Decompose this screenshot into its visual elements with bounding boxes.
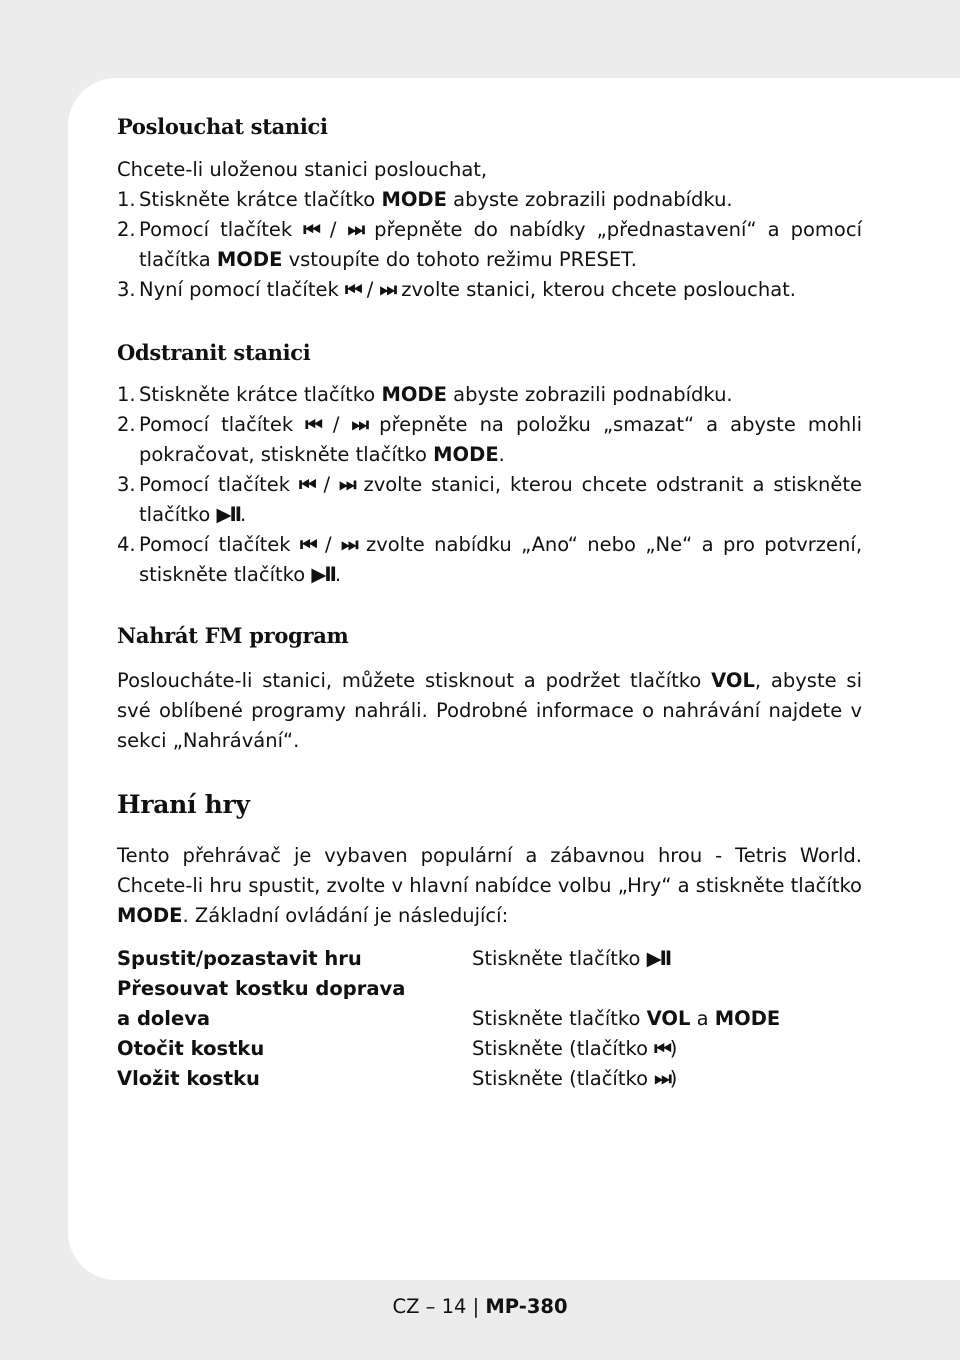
mode-label: MODE bbox=[714, 1007, 781, 1030]
prev-icon: ⏮ bbox=[303, 218, 319, 241]
next-icon: ⏭ bbox=[351, 413, 368, 436]
next-icon: ⏭ bbox=[340, 533, 357, 556]
heading-nahrat-fm: Nahrát FM program bbox=[117, 623, 349, 648]
table-row: Spustit/pozastavit hru Stiskněte tlačítko ▶II bbox=[117, 947, 671, 970]
next-icon: ⏭ bbox=[347, 218, 364, 241]
list-item: 1. Stiskněte krátce tlačítko MODE abyste zobrazili podnabídku. bbox=[117, 383, 733, 406]
mode-label: MODE bbox=[117, 904, 183, 927]
mode-label: MODE bbox=[216, 248, 283, 271]
play-pause-icon: ▶II bbox=[216, 503, 241, 526]
list-item: 2. Pomocí tlačítek ⏮ / ⏭ přepněte na položku „smazat“ a abyste mohli pokračovat, stiskněte tlačítko MODE. bbox=[117, 413, 863, 466]
table-row: a doleva Stiskněte tlačítko VOL a MODE bbox=[117, 1007, 781, 1030]
table-row: Otočit kostku Stiskněte (tlačítko ⏮) bbox=[117, 1037, 678, 1060]
mode-label: MODE bbox=[381, 188, 447, 211]
list-item: 1. Stiskněte krátce tlačítko MODE abyste zobrazili podnabídku. bbox=[117, 188, 733, 211]
section-poslouchat bbox=[117, 155, 862, 305]
section-hry bbox=[117, 841, 862, 931]
prev-icon: ⏮ bbox=[300, 533, 316, 556]
paragraph: Posloucháte-li stanici, můžete stisknout a podržet tlačítko VOL, abyste si své oblíbené programy nahráli. Podrobné informace o nahrávání najdete v sekci „Nahrávání“. bbox=[117, 669, 863, 752]
prev-icon: ⏮ bbox=[654, 1037, 670, 1060]
heading-hrani-hry: Hraní hry bbox=[117, 790, 250, 819]
controls-table bbox=[117, 944, 862, 1094]
paragraph: Tento přehrávač je vybaven populární a zábavnou hrou - Tetris World. Chcete-li hru spustit, zvolte v hlavní nabídce volbu „Hry“ a stiskněte tlačítko MODE. Základní ovládání je následující: bbox=[117, 844, 862, 927]
heading-poslouchat-stanici: Poslouchat stanici bbox=[117, 114, 328, 139]
page-footer: CZ – 14 | MP-380 bbox=[392, 1295, 568, 1318]
vol-label: VOL bbox=[646, 1007, 691, 1030]
prev-icon: ⏮ bbox=[299, 473, 315, 496]
page-number: 14 bbox=[441, 1295, 467, 1318]
section-nahrat bbox=[117, 666, 862, 756]
list-item: 2. Pomocí tlačítek ⏮ / ⏭ přepněte do nabídky „přednastavení“ a pomocí tlačítka MODE vstoupíte do tohoto režimu PRESET. bbox=[117, 218, 862, 271]
mode-label: MODE bbox=[381, 383, 447, 406]
section-odstranit bbox=[117, 380, 862, 590]
vol-label: VOL bbox=[711, 669, 755, 692]
next-icon: ⏭ bbox=[654, 1067, 670, 1090]
intro-text: Chcete-li uloženou stanici poslouchat, bbox=[117, 158, 488, 181]
next-icon: ⏭ bbox=[379, 278, 396, 301]
list-item: 4. Pomocí tlačítek ⏮ / ⏭ zvolte nabídku „Ano“ nebo „Ne“ a pro potvrzení, stiskněte tlačítko ▶II. bbox=[117, 533, 863, 586]
play-pause-icon: ▶II bbox=[646, 947, 671, 970]
footer-lang: CZ bbox=[392, 1295, 420, 1318]
play-pause-icon: ▶II bbox=[311, 563, 335, 586]
list-item: 3. Pomocí tlačítek ⏮ / ⏭ zvolte stanici, kterou chcete odstranit a stiskněte tlačítko ▶II. bbox=[117, 473, 863, 526]
next-icon: ⏭ bbox=[338, 473, 355, 496]
heading-odstranit-stanici: Odstranit stanici bbox=[117, 340, 311, 365]
prev-icon: ⏮ bbox=[344, 278, 361, 301]
list-item: 3. Nyní pomocí tlačítek ⏮ / ⏭ zvolte stanici, kterou chcete poslouchat. bbox=[117, 278, 796, 301]
prev-icon: ⏮ bbox=[305, 413, 321, 436]
table-row: Vložit kostku Stiskněte (tlačítko ⏭) bbox=[117, 1067, 678, 1090]
table-row: Přesouvat kostku doprava bbox=[117, 977, 406, 1000]
mode-label: MODE bbox=[433, 443, 499, 466]
model-name: MP-380 bbox=[485, 1295, 568, 1318]
